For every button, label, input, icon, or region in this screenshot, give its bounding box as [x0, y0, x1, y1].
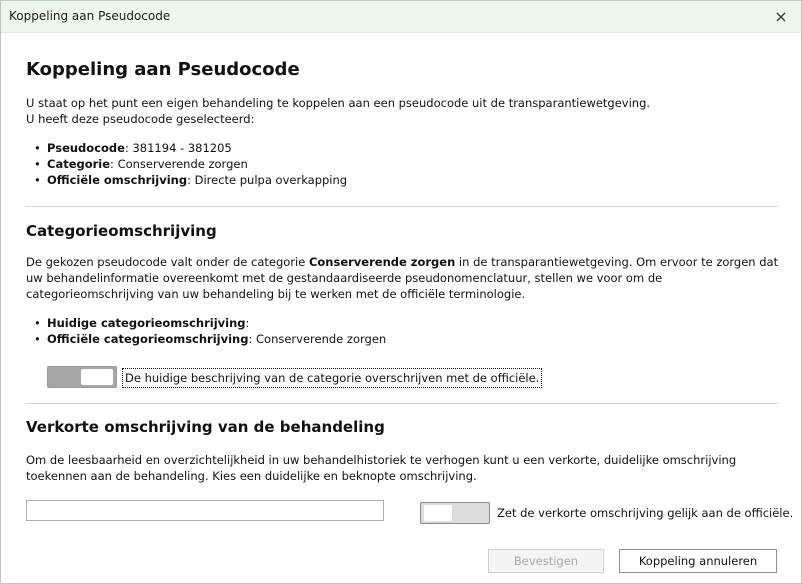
overwrite-category-label[interactable]: De huidige beschrijving van de categorie overschrijven met de officiële.: [122, 368, 542, 388]
officiele-categorie-label: Officiële categorieomschrijving: [47, 332, 249, 346]
list-item: • Officiële categorieomschrijving: Conserverende zorgen: [31, 331, 386, 347]
list-item: • Pseudocode: 381194 - 381205: [31, 140, 347, 156]
categorie-list: [31, 315, 386, 347]
list-item: • Categorie: Conserverende zorgen: [31, 156, 347, 172]
officiele-omschrijving-label: Officiële omschrijving: [47, 173, 188, 187]
list-item: • Officiële omschrijving: Directe pulpa overkapping: [31, 172, 347, 188]
intro-line-2: U heeft deze pseudocode geselecteerd:: [26, 112, 255, 126]
toggle-knob: [81, 369, 113, 385]
verkorte-text: Om de leesbaarheid en overzichtelijkheid in uw behandelhistoriek te verhogen kunt u een verkorte, duidelijke omschrijving toekennen aan de behandeling. Kies een duidelijke en beknopte omschrijving.: [26, 453, 737, 483]
selection-list: [31, 140, 347, 188]
short-description-toggle-label[interactable]: Zet de verkorte omschrijving gelijk aan de officiële.: [497, 506, 794, 520]
categorie-value: Conserverende zorgen: [117, 157, 248, 171]
pseudocode-label: Pseudocode: [47, 141, 125, 155]
divider: [26, 403, 778, 404]
short-description-input[interactable]: [26, 500, 384, 521]
verkorte-heading: Verkorte omschrijving van de behandeling: [26, 418, 385, 436]
officiele-categorie-value: Conserverende zorgen: [256, 332, 387, 346]
confirm-button[interactable]: Bevestigen: [488, 549, 604, 573]
categorie-label: Categorie: [47, 157, 111, 171]
huidige-categorie-label: Huidige categorieomschrijving: [47, 316, 246, 330]
categorie-heading: Categorieomschrijving: [26, 222, 217, 240]
cancel-link-button[interactable]: Koppeling annuleren: [619, 549, 777, 573]
divider: [26, 206, 778, 207]
window-title: Koppeling aan Pseudocode: [9, 9, 171, 23]
overwrite-category-toggle[interactable]: [47, 366, 117, 388]
categorie-text: [26, 254, 786, 302]
intro-text: [26, 95, 786, 127]
categorie-text-post: in de transparantiewetgeving. Om ervoor te zorgen dat uw behandelinformatie overeenkomt met de gestandaardiseerde pseudonomenclatuur, stellen we voor om de categorieomschrijving van uw behandeling bij te werken met de officiële terminologie.: [26, 255, 779, 301]
toggle-knob: [424, 505, 452, 521]
intro-line-1: U staat op het punt een eigen behandeling te koppelen aan een pseudocode uit de transparantiewetgeving.: [26, 96, 651, 110]
title-bar: [1, 1, 801, 33]
categorie-text-bold: Conserverende zorgen: [308, 255, 456, 269]
categorie-text-pre: De gekozen pseudocode valt onder de categorie: [26, 255, 309, 269]
close-icon[interactable]: ×: [774, 7, 788, 26]
list-item: • Huidige categorieomschrijving:: [31, 315, 386, 331]
page-title: Koppeling aan Pseudocode: [26, 59, 300, 80]
short-description-toggle[interactable]: [420, 502, 490, 524]
pseudocode-value: 381194 - 381205: [132, 141, 232, 155]
officiele-omschrijving-value: Directe pulpa overkapping: [194, 173, 348, 187]
